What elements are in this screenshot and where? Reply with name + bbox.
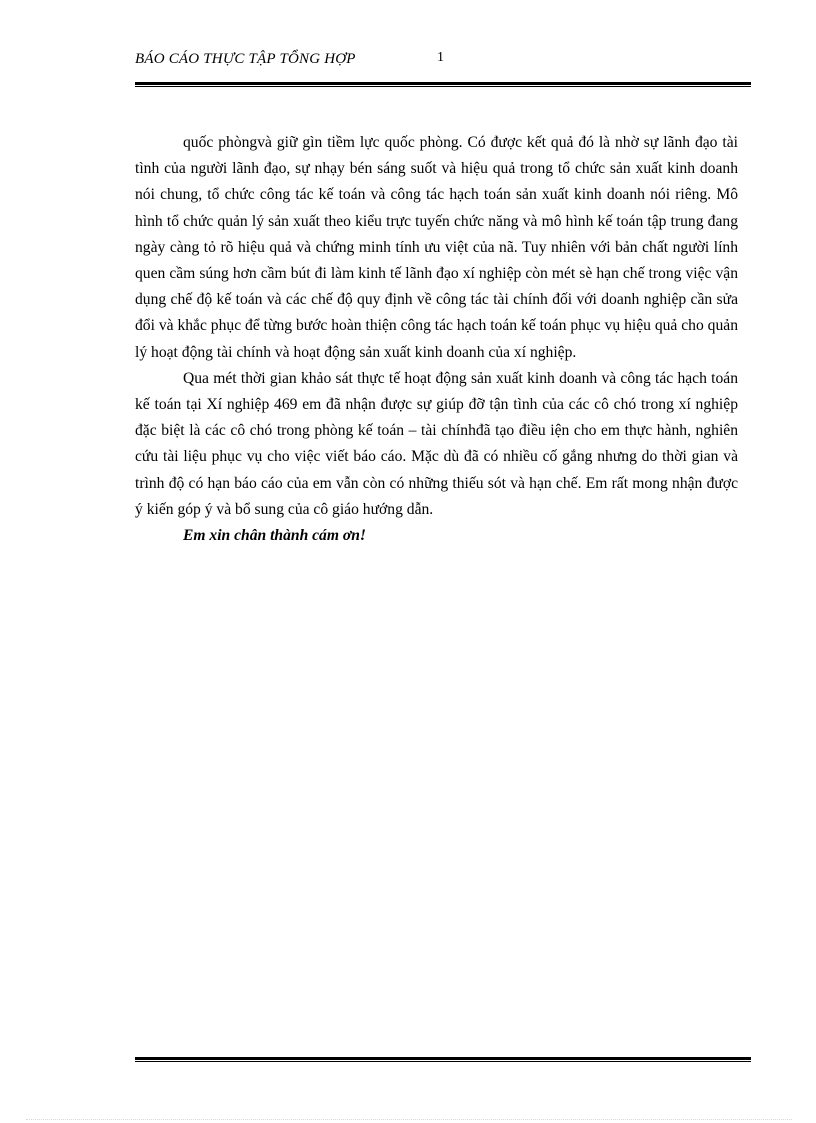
report-title: BÁO CÁO THỰC TẬP TỔNG HỢP [135, 51, 356, 67]
page-number: 1 [437, 50, 444, 65]
footer-rule [135, 1057, 751, 1062]
header-rule [135, 82, 751, 87]
closing-line: Em xin chân thành cám ơn! [183, 527, 366, 545]
page-header [135, 47, 750, 73]
document-body [135, 130, 738, 549]
body-paragraph: quốc phòngvà giữ gìn tiềm lực quốc phòng. Có được kết quả đó là nhờ sự lãnh đạo tài tình của người lãnh đạo, sự nhạy bén sáng suốt và hiệu quả trong tổ chức sản xuất kinh doanh nói chung, tổ chức công tác kế toán và công tác hạch toán sản xuất kinh doanh nói riêng. Mô hình tổ chức quản lý sản xuất theo kiểu trực tuyến chức năng và mô hình kế toán tập trung đang ngày càng tỏ rõ hiệu quả và chứng minh tính ưu việt của nã. Tuy nhiên với bản chất người lính quen cầm súng hơn cầm bút đi làm kinh tế lãnh đạo xí nghiệp còn mét sè hạn chế trong việc vận dụng chế độ kế toán và các chế độ quy định về công tác tài chính đối với doanh nghiệp cần sửa đổi và khắc phục để từng bước hoàn thiện công tác hạch toán kế toán phục vụ hiệu quả cho quản lý hoạt động tài chính và hoạt động sản xuất kinh doanh của xí nghiệp. [135, 134, 738, 361]
page-bottom-dotted-line [26, 1119, 792, 1120]
body-paragraph: Qua mét thời gian khảo sát thực tế hoạt động sản xuất kinh doanh và công tác hạch toán kế toán tại Xí nghiệp 469 em đã nhận được sự giúp đỡ tận tình của các cô chó trong xí nghiệp đặc biệt là các cô chó trong phòng kế toán – tài chínhđã tạo điều iện cho em thực hành, nghiên cứu tài liệu phục vụ cho việc viết báo cáo. Mặc dù đã có nhiều cố gắng nhưng do thời gian và trình độ có hạn báo cáo của em vẫn còn có những thiếu sót và hạn chế. Em rất mong nhận được ý kiến góp ý và bổ sung của cô giáo hướng dẫn. [135, 369, 738, 518]
